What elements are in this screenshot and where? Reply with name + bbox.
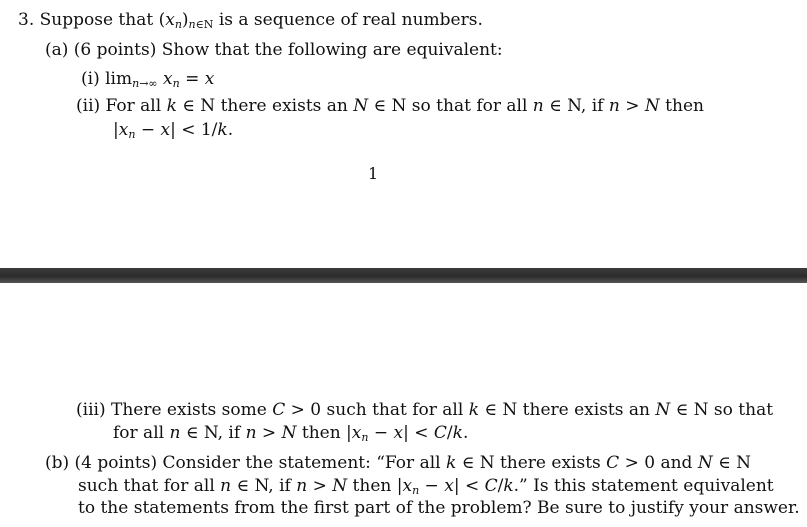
part-a-heading: (a) (6 points) Show that the following are equivalent: <box>45 40 503 60</box>
item-iii-line1: (iii) There exists some C > 0 such that for all k ∈ N there exists an N ∈ N so that <box>76 400 774 420</box>
page-separator <box>0 268 807 283</box>
item-iii-line2: for all n ∈ N, if n > N then $|x_n - x| < C/k$. <box>113 423 469 444</box>
part-b-line1: (b) (4 points) Consider the statement: “For all k ∈ N there exists C > 0 and N ∈ N <box>45 453 751 473</box>
item-ii-line2: $|x_n - x| < 1/k$. <box>113 120 234 141</box>
part-b-line2: such that for all n ∈ N, if n > N then $|x_n - x| < C/k$.” Is this statement equivalent <box>78 476 774 497</box>
problem-intro: 3. Suppose that $(x_n)_{n\in N}$ is a sequence of real numbers. <box>18 10 483 31</box>
part-b-line3: to the statements from the first part of the problem? Be sure to justify your answer. <box>78 498 800 518</box>
page-2 <box>0 283 807 527</box>
item-ii-line1: (ii) For all k ∈ N there exists an N ∈ N so that for all n ∈ N, if n > N then <box>76 96 704 116</box>
problem-number: 3. <box>18 10 35 30</box>
item-i: (i) $\lim_{n\to\infty} x_n = x$ <box>81 69 215 90</box>
page-number: 1 <box>368 164 379 183</box>
